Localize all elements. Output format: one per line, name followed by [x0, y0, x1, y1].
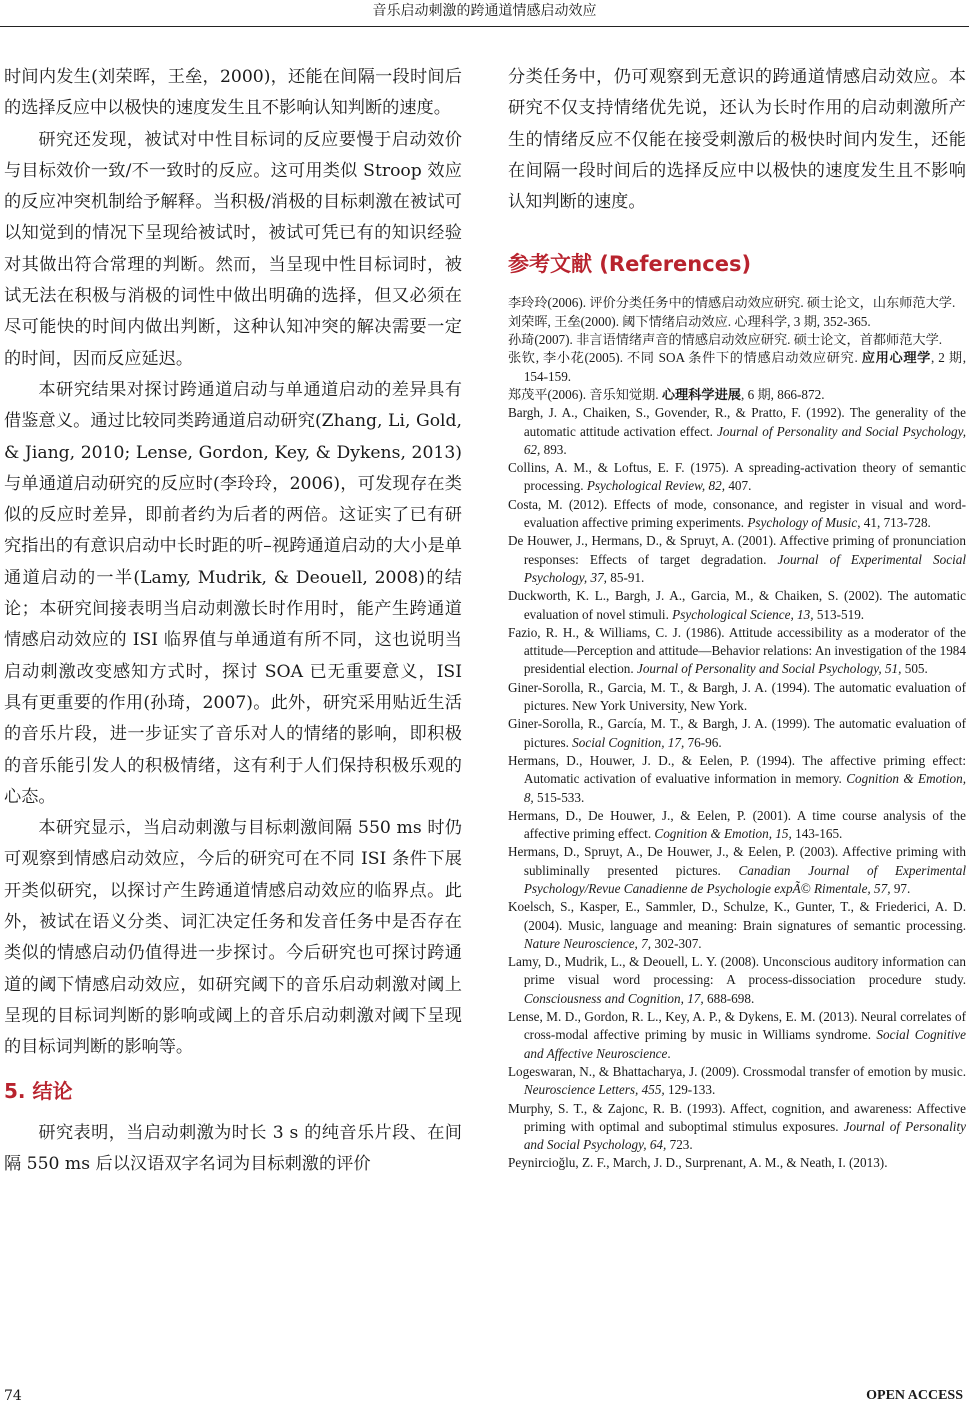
running-header [0, 0, 969, 27]
reference-journal-italic: Nature Neuroscience, 7, [523, 935, 652, 951]
reference-text: 郑茂平(2006). 音乐知觉期. [508, 386, 662, 402]
reference-text: Lamy, D., Mudrik, L., & Deouell, L. Y. (2008). Unconscious auditory information can prime visual word processing: A process-dissociation procedure study. [508, 954, 966, 988]
reference-journal-italic: Journal of Personality and Social Psychology, 64, [523, 1118, 966, 1153]
reference-journal-italic: Consciousness and Cognition, 17, [523, 990, 704, 1006]
reference-pages: . [667, 1045, 671, 1061]
reference-text: Duckworth, K. L., Bargh, J. A., Garcia, M., & Chaiken, S. (2002). The automatic evaluation of novel stimuli. [508, 588, 966, 622]
reference-text: De Houwer, J., Hermans, D., & Spruyt, A. (2001). Affective priming of pronunciation responses: Effects of target degradation. [508, 533, 966, 567]
running-title: 音乐启动刺激的跨通道情感启动效应 [372, 3, 597, 19]
reference-item [508, 496, 966, 533]
reference-item [508, 1100, 966, 1155]
reference-text: 刘荣晖, 王垒(2000). 阈下情绪启动效应. 心理科学, 3 期, 352-365. [508, 313, 871, 329]
reference-journal-italic: Psychological Review, 82, [586, 478, 726, 494]
reference-pages: 893. [540, 441, 567, 457]
reference-text: Bargh, J. A., Chaiken, S., Govender, R., & Pratto, F. (1992). The generality of the automatic attitude activation effect. [508, 405, 966, 439]
reference-text: Peynircioğlu, Z. F., March, J. D., Surprenant, A. M., & Neath, I. (2013). [508, 1155, 888, 1171]
reference-text: 李玲玲(2006). 评价分类任务中的情感启动效应研究. 硕士论文，山东师范大学. [508, 295, 956, 311]
reference-item [508, 1154, 966, 1172]
reference-journal-italic: Psychological Science, 13, [672, 606, 814, 622]
reference-journal-italic: Neuroscience Letters, 455, [523, 1082, 665, 1098]
paragraph: 分类任务中，仍可观察到无意识的跨通道情感启动效应。本研究不仅支持情绪优先说，还认为长时作用的启动刺激所产生的情绪反应不仅能在接受刺激后的极快时间内发生，还能在间隔一段时间后的选择反应中以极快的速度发生且不影响认知判断的速度。 [508, 67, 966, 213]
reference-pages: , 6 期, 866-872. [740, 386, 825, 402]
reference-journal-italic: Canadian Journal of Experimental Psychology/Revue Canadienne de Psychologie expÃ© Rimentale, 57, [523, 862, 966, 896]
reference-item [508, 953, 966, 1008]
reference-pages: 76-96. [684, 734, 722, 750]
reference-journal-italic: Journal of Personality and Social Psychology, 51, [636, 661, 902, 677]
reference-pages: 143-165. [791, 826, 843, 842]
reference-text: Murphy, S. T., & Zajonc, R. B. (1993). Affect, cognition, and awareness: Affective priming with optimal and suboptimal stimulus exposures. [508, 1100, 966, 1134]
reference-pages: , 2 期, 154-159. [523, 350, 967, 384]
reference-text: Costa, M. (2012). Effects of mode, consonance, and register in visual and word-evaluation affective priming experiments. [508, 496, 966, 531]
reference-journal-italic: Psychology of Music [747, 515, 858, 531]
left-column [4, 62, 462, 1180]
right-column [508, 62, 966, 1173]
reference-text: Fazio, R. H., & Williams, C. J. (1986). Attitude accessibility as a moderator of the attitude—Perception and attitude—Behavior relations: An investigation of the 1984 presidential election. [508, 624, 966, 677]
footer-brand: OPEN ACCESS [866, 1388, 963, 1403]
reference-journal-italic: Social Cognition, 17, [572, 734, 685, 750]
reference-item [508, 807, 966, 844]
reference-text: 孙琦(2007). 非言语情绪声音的情感启动效应研究. 硕士论文，首都师范大学. [508, 332, 943, 348]
reference-item [508, 331, 966, 349]
references-heading: 参考文献 (References) [508, 252, 752, 277]
reference-pages: 723. [666, 1137, 693, 1153]
reference-list [508, 294, 966, 1172]
reference-item [508, 587, 966, 624]
reference-journal-italic: Cognition & Emotion, 8, [523, 771, 966, 805]
reference-item [508, 349, 966, 386]
reference-item [508, 1008, 966, 1063]
reference-item [508, 459, 966, 496]
reference-text: 张钦, 李小花(2005). 不同 SOA 条件下的情感启动效应研究. [508, 350, 862, 366]
reference-text: Hermans, D., De Houwer, J., & Eelen, P. (2001). A time course analysis of the affective priming effect. [508, 807, 966, 842]
paragraph: 研究表明，当启动刺激为时长 3 s 的纯音乐片段、在间隔 550 ms 后以汉语双字名词为目标刺激的评价 [4, 1122, 462, 1174]
reference-item [508, 532, 966, 587]
reference-journal-italic: Journal of Personality and Social Psychology, 62, [523, 423, 967, 457]
reference-pages: 407. [725, 478, 752, 494]
reference-item [508, 294, 966, 312]
reference-text: Collins, A. M., & Loftus, E. F. (1975). A spreading-activation theory of semantic processing. [508, 460, 966, 494]
reference-journal-italic: Cognition & Emotion, 15, [654, 826, 792, 842]
reference-text: Logeswaran, N., & Bhattacharya, J. (2009). Crossmodal transfer of emotion by music. [508, 1063, 966, 1079]
reference-text: Giner-Sorolla, R., Garcia, M. T., & Bargh, J. A. (1994). The automatic evaluation of pictures. New York University, New York. [508, 679, 966, 714]
reference-item [508, 624, 966, 679]
reference-item [508, 715, 966, 752]
paragraph: 本研究显示，当启动刺激与目标刺激间隔 550 ms 时仍可观察到情感启动效应，今后的研究可在不同 ISI 条件下展开类似研究，以探讨产生跨通道情感启动效应的临界点。此外，被试在语义分类、词汇决定任务和发音任务中是否存在类似的情感启动仍值得进一步探讨。今后研究也可探讨跨通道的阈下情感启动效应，如研究阈下的音乐启动刺激对阈上呈现的目标词判断的影响或阈上的音乐启动刺激对阈下呈现的目标词判断的影响等。 [4, 818, 462, 1058]
reference-text: Hermans, D., Houwer, J. D., & Eelen, P. (1994). The affective priming effect: Automatic activation of evaluative information in memory. [508, 752, 966, 787]
reference-item [508, 386, 966, 404]
section-heading-conclusion: 5. 结论 [4, 1078, 73, 1103]
reference-item [508, 898, 966, 953]
reference-text: Hermans, D., Spruyt, A., De Houwer, J., & Eelen, P. (2003). Affective priming with subliminally presented pictures. [508, 844, 966, 878]
paragraph: 本研究结果对探讨跨通道启动与单通道启动的差异具有借鉴意义。通过比较同类跨通道启动研究(Zhang, Li, Gold, & Jiang, 2010; Lense, Gordon, Key, & Dykens, 2013)与单通道启动研究的反应时(李玲玲，2006)，可发现存在类似的反应时差异，即前者约为后者的两倍。这证实了已有研究指出的有意识启动中长时距的听–视跨通道启动的大小是单通道启动的一半(Lamy, Mudrik, & Deouell, 2008)的结论；本研究间接表明当启动刺激长时作用时，能产生跨通道情感启动效应的 ISI 临界值与单通道有所不同，这也说明当启动刺激改变感知方式时，探讨 SOA 已无重要意义，ISI 具有更重要的作用(孙琦，2007)。此外，研究采用贴近生活的音乐片段，进一步证实了音乐对人的情绪的影响，即积极的音乐能引发人的积极情绪，这有利于人们保持积极乐观的心态。 [4, 379, 462, 807]
reference-pages: 688-698. [703, 990, 755, 1006]
paragraph: 研究还发现，被试对中性目标词的反应要慢于启动效价与目标效价一致/不一致时的反应。这可用类似 Stroop 效应的反应冲突机制给予解释。当积极/消极的目标刺激在被试可以知觉到的情况下呈现给被试时，被试可凭已有的知识经验对其做出符合常理的判断。然而，当呈现中性目标词时，被试无法在积极与消极的词性中做出明确的选择，但又必须在尽可能快的时间内做出判断，这种认知冲突的解决需要一定的时间，因而反应延迟。 [4, 129, 462, 369]
reference-item [508, 404, 966, 459]
reference-item [508, 679, 966, 716]
reference-pages: 505. [901, 661, 928, 677]
reference-text: Lense, M. D., Gordon, R. L., Key, A. P., & Dykens, E. M. (2013). Neural correlates of cross-modal affective priming by music in Williams syndrome. [508, 1009, 966, 1043]
reference-text: Koelsch, S., Kasper, E., Sammler, D., Schulze, K., Gunter, T., & Friederici, A. D. (2004). Music, language and meaning: Brain signatures of semantic processing. [508, 899, 966, 933]
reference-pages: 129-133. [664, 1082, 716, 1098]
reference-journal-italic: Social Cognitive and Affective Neuroscience [523, 1027, 966, 1061]
reference-item [508, 313, 966, 331]
reference-pages: 515-533. [533, 789, 585, 805]
reference-pages: 85-91. [606, 569, 645, 585]
reference-pages: 513-519. [813, 606, 865, 622]
reference-journal-bold: 心理科学进展 [661, 386, 741, 402]
reference-pages: , 41, 713-728. [857, 515, 931, 531]
paragraph: 时间内发生(刘荣晖，王垒，2000)，还能在间隔一段时间后的选择反应中以极快的速度发生且不影响认知判断的速度。 [4, 67, 462, 119]
reference-journal-italic: Journal of Experimental Social Psychology, 37, [523, 551, 966, 585]
reference-item [508, 843, 966, 898]
page-number: 74 [4, 1388, 22, 1404]
reference-text: Giner-Sorolla, R., García, M. T., & Bargh, J. A. (1999). The automatic evaluation of pictures. [508, 716, 966, 750]
reference-pages: 97. [890, 880, 911, 896]
reference-item [508, 1063, 966, 1100]
reference-pages: 302-307. [651, 935, 702, 951]
reference-item [508, 752, 966, 807]
reference-journal-bold: 应用心理学 [861, 350, 932, 366]
